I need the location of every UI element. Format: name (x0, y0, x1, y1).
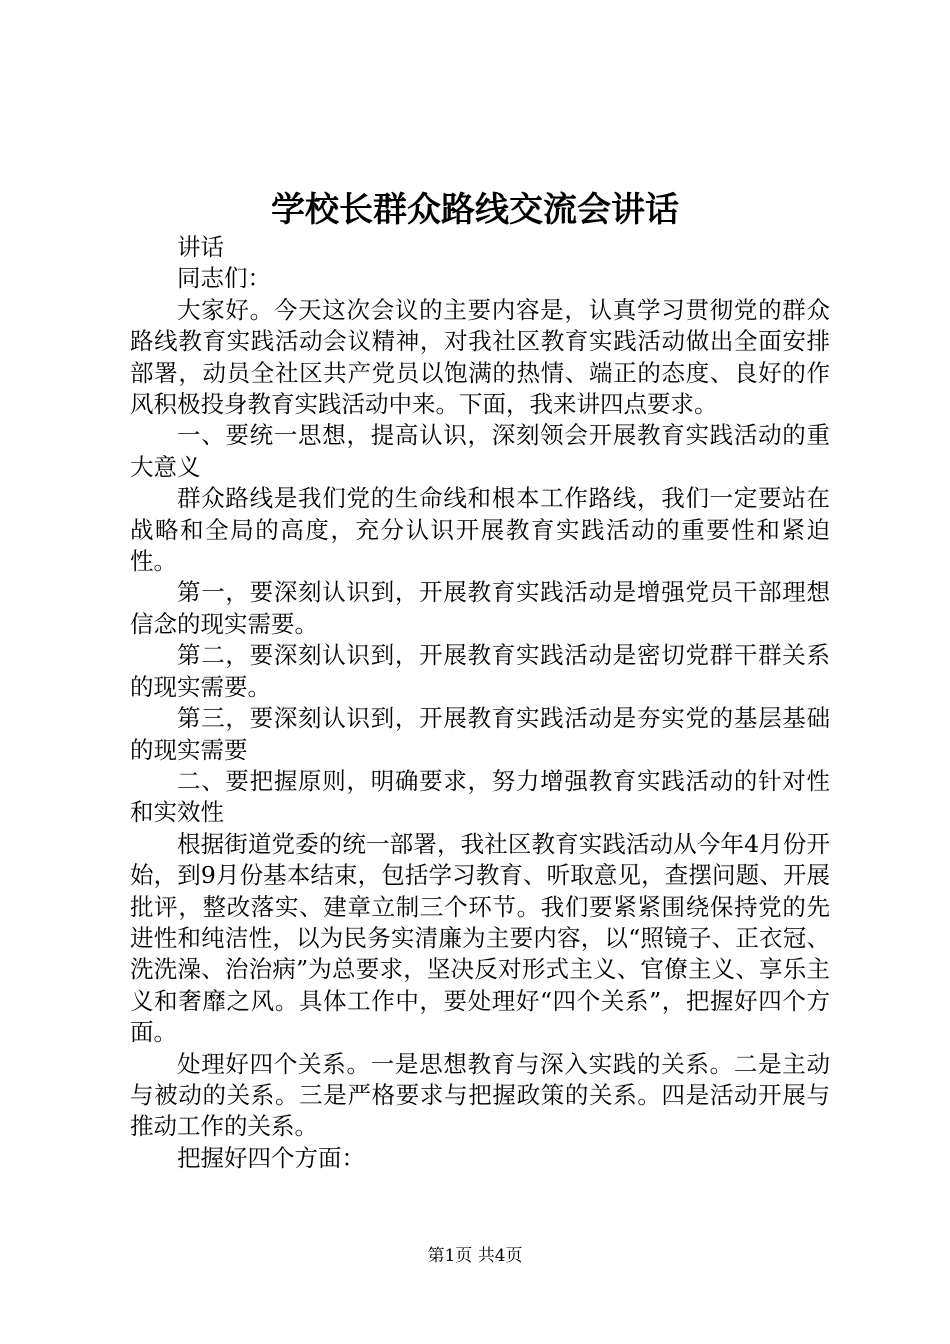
paragraph: 把握好四个方面： (177, 1143, 365, 1172)
paragraph: 同志们： (177, 264, 271, 293)
paragraph: 第一，要深刻认识到，开展教育实践活动是增强党员干部理想信念的现实需要。 (130, 578, 830, 638)
page-footer: 第1页 共4页 (427, 1246, 523, 1266)
section-heading: 二、要把握原则，明确要求，努力增强教育实践活动的针对性和实效性 (130, 766, 830, 827)
section-heading: 一、要统一思想，提高认识，深刻领会开展教育实践活动的重大意义 (130, 421, 830, 481)
paragraph: 大家好。今天这次会议的主要内容是，认真学习贯彻党的群众路线教育实践活动会议精神，对我社区教育实践活动做出全面安排部署，动员全社区共产党员以饱满的热情、端正的态度、良好的作风积极投身教育实践活动中来。下面，我来讲四点要求。 (130, 295, 830, 419)
paragraph: 第二，要深刻认识到，开展教育实践活动是密切党群干群关系的现实需要。 (130, 641, 830, 701)
paragraph: 第三，要深刻认识到，开展教育实践活动是夯实党的基层基础的现实需要 (130, 704, 830, 764)
document-body (130, 232, 830, 1174)
paragraph: 群众路线是我们党的生命线和根本工作路线，我们一定要站在战略和全局的高度，充分认识开展教育实践活动的重要性和紧迫性。 (130, 484, 830, 576)
document-title: 学校长群众路线交流会讲话 (271, 190, 679, 230)
paragraph: 处理好四个关系。一是思想教育与深入实践的关系。二是主动与被动的关系。三是严格要求与把握政策的关系。四是活动开展与推动工作的关系。 (130, 1049, 830, 1141)
paragraph: 讲话 (177, 233, 224, 261)
paragraph: 根据街道党委的统一部署，我社区教育实践活动从今年4月份开始，到9月份基本结束，包括学习教育、听取意见，查摆问题、开展批评，整改落实、建章立制三个环节。我们要紧紧围绕保持党的先进性和纯洁性，以为民务实清廉为主要内容，以“照镜子、正衣冠、洗洗澡、治治病”为总要求，坚决反对形式主义、官僚主义、享乐主义和奢靡之风。具体工作中，要处理好“四个关系”，把握好四个方面。 (130, 829, 830, 1047)
